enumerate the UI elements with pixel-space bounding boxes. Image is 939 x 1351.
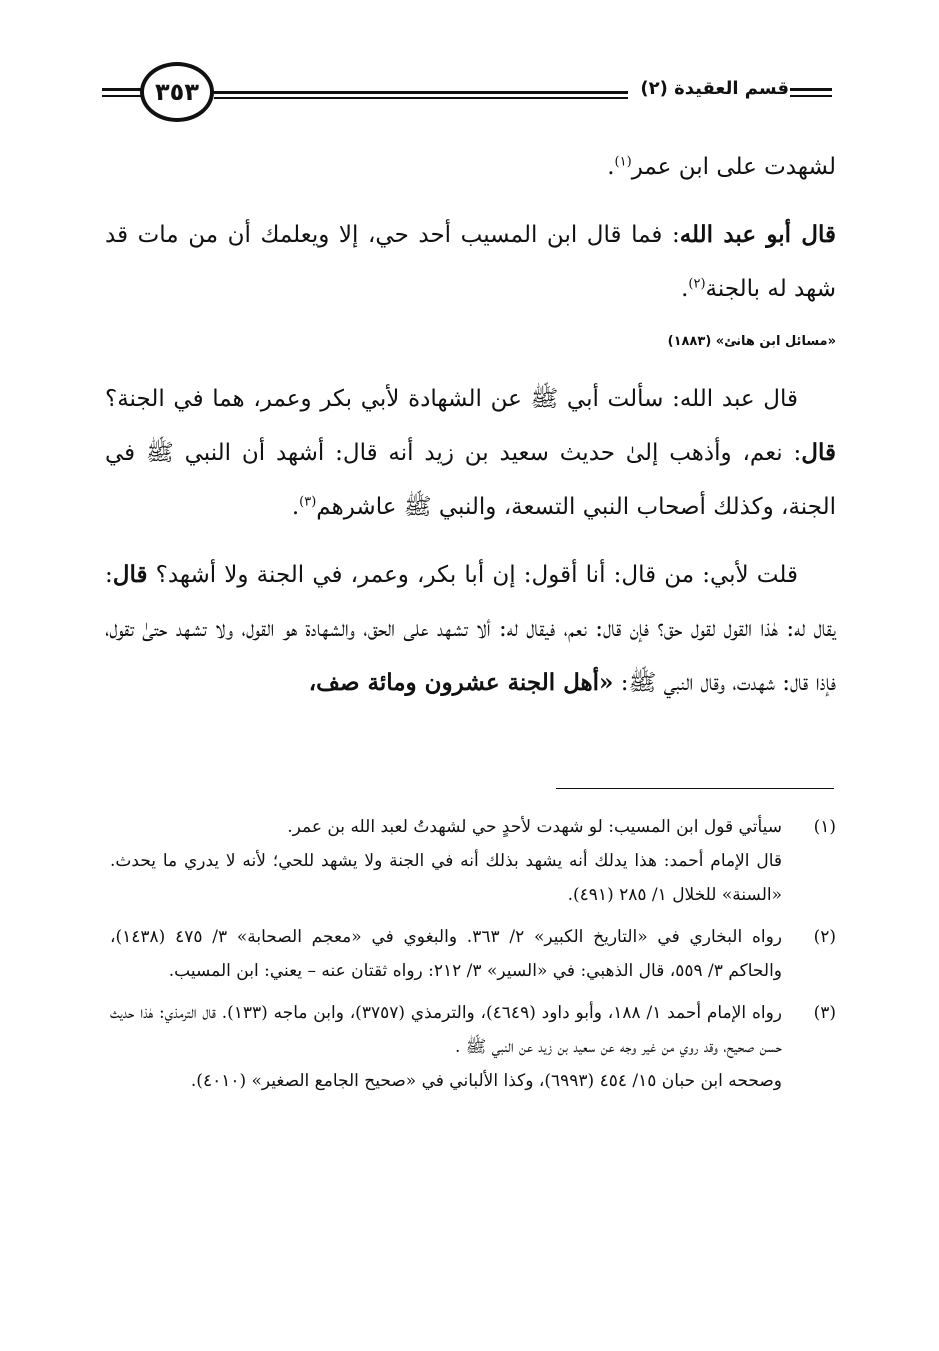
footnote-number: (٢): [813, 927, 836, 947]
header-rule: [102, 88, 144, 91]
footnote-ref: (٢): [688, 276, 706, 292]
footnote-body: [110, 810, 782, 912]
footnote-ref: (٣): [299, 494, 317, 510]
paragraph-text: .: [681, 276, 689, 302]
section-title: قسم العقيدة (٢): [640, 78, 789, 99]
footnote-line: رواه الإمام أحمد ١/ ١٨٨، وأبو داود (٤٦٤٩)، والترمذي (٣٧٥٧)، وابن ماجه (١٣٣). قال الترمذي: هٰذا حديث حسن صحيح، وقد روي من غير وجه عن سعيد بن زيد عن النبي ﷺ .: [110, 1003, 782, 1057]
paragraph: [105, 208, 836, 316]
paragraph-text: لشهدت على ابن عمر: [631, 154, 836, 180]
footnote-body: [110, 996, 782, 1098]
main-text: [105, 140, 836, 724]
footnote-ref: (١): [614, 154, 632, 170]
hadith-quote: «أهل الجنة عشرون ومائة صف،: [308, 669, 614, 696]
paragraph: [105, 140, 836, 194]
footnote-number: (٣): [813, 1003, 836, 1023]
paragraph-text: .: [607, 154, 615, 180]
header-rule: [790, 95, 832, 97]
page-number: ٣٥٣: [140, 62, 214, 122]
footnote-line: قال الإمام أحمد: هذا يدلك أنه يشهد بذلك أنه في الجنة ولا يشهد للحي؛ لأنه لا يدري ما يحدث. «السنة» للخلال ١/ ٢٨٥ (٤٩١).: [110, 851, 782, 905]
footnotes: [110, 810, 836, 1106]
paragraph-text: : يقال له: هٰذا القول لقول حق؟ فإن قال: نعم، فيقال له: ألا تشهد على الحق، والشهادة هو القول، ولا تشهد حتىٰ تقول، فإذا قال: شهدت، وقال النبي ﷺ:: [105, 562, 836, 696]
header-rule: [102, 95, 144, 97]
footnote: [110, 920, 836, 988]
header-rule: [214, 97, 628, 99]
footnote-number: (١): [813, 817, 836, 837]
speaker-label: قال أبو عبد الله: [679, 221, 836, 248]
footnote-line: رواه البخاري في «التاريخ الكبير» ٢/ ٣٦٣. والبغوي في «معجم الصحابة» ٣/ ٤٧٥ (١٤٣٨)، والحاكم ٣/ ٥٥٩، قال الذهبي: في «السير» ٣/ ٢١٢: رواه ثقتان عنه – يعني: ابن المسيب.: [110, 927, 782, 981]
speaker-label: قال: [801, 439, 836, 466]
footnote-separator: [556, 788, 834, 789]
footnote: [110, 996, 836, 1098]
paragraph-text: قال عبد الله: سألت أبي ﷺ عن الشهادة لأبي بكر وعمر، هما في الجنة؟: [105, 386, 798, 412]
header-rule: [790, 88, 832, 91]
footnote-line: سيأتي قول ابن المسيب: لو شهدت لأحدٍ حي لشهدتُ لعبد الله بن عمر.: [287, 817, 782, 837]
footnote-line: وصححه ابن حبان ١٥/ ٤٥٤ (٦٩٩٣)، وكذا الألباني في «صحيح الجامع الصغير» (٤٠١٠).: [190, 1071, 782, 1091]
paragraph: [105, 548, 836, 710]
paragraph-text: : نعم، وأذهب إلىٰ حديث سعيد بن زيد أنه قال: أشهد أن النبي ﷺ في الجنة، وكذلك أصحاب النبي التسعة، والنبي ﷺ عاشرهم: [105, 440, 836, 520]
paragraph: [105, 372, 836, 534]
paragraph-text: : فما قال ابن المسيب أحد حي، إلا ويعلمك أن من مات قد شهد له بالجنة: [105, 222, 836, 302]
paragraph-text: قلت لأبي: من قال: أنا أقول: إن أبا بكر، وعمر، في الجنة ولا أشهد؟: [147, 562, 798, 588]
speaker-label: قال: [112, 561, 148, 588]
footnote: [110, 810, 836, 912]
paragraph-text: .: [291, 494, 300, 520]
source-heading: «مسائل ابن هانئ» (١٨٨٣): [667, 334, 836, 349]
footnote-body: [110, 920, 782, 988]
header-rule: [214, 91, 628, 94]
